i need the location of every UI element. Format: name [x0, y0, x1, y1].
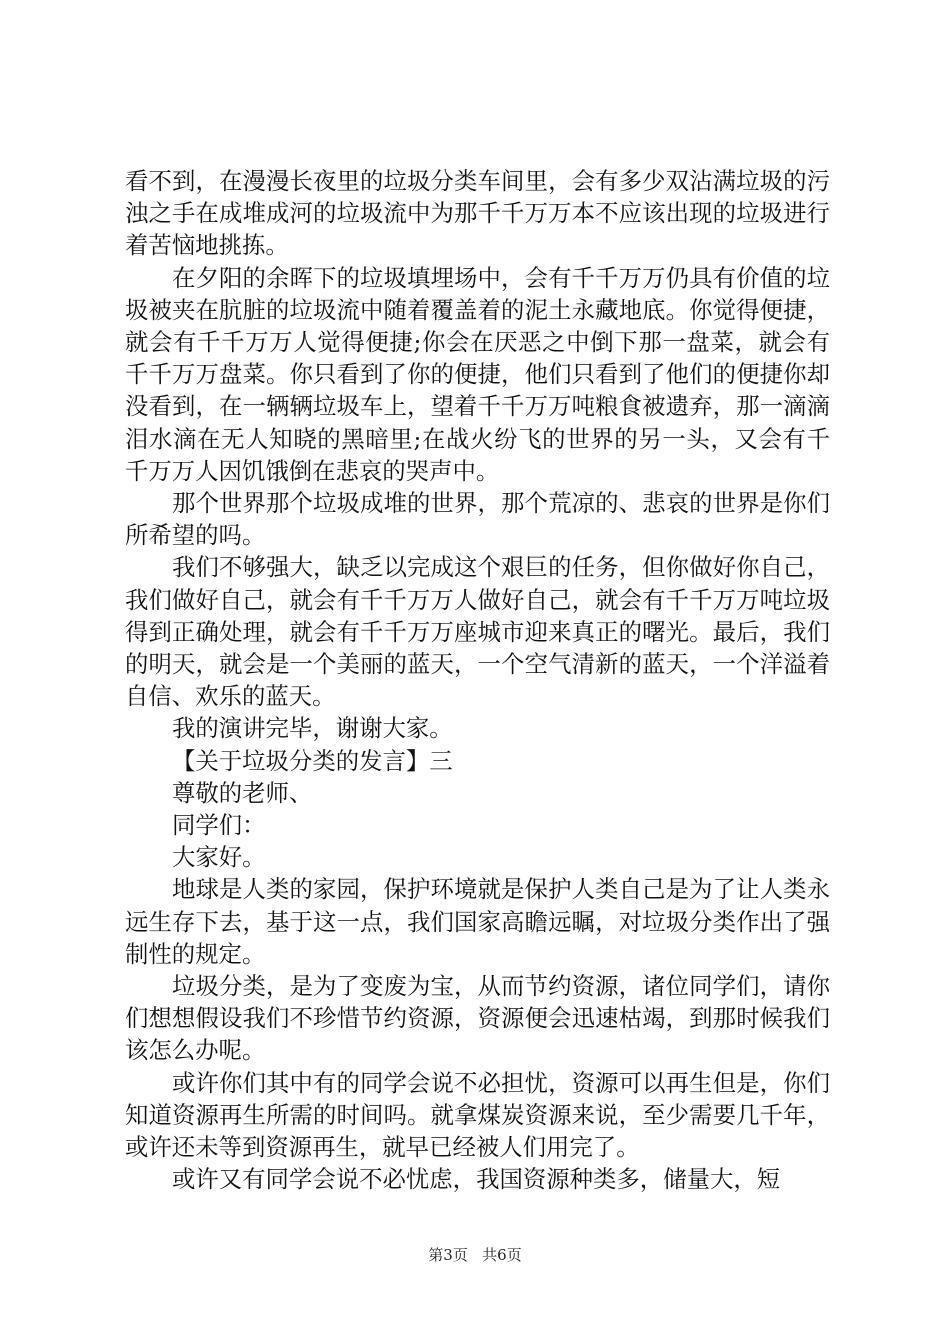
greeting: 大家好。 — [172, 843, 266, 872]
paragraph-8: 或许你们其中有的同学会说不必担忧，资源可以再生但是，你们知道资源再生所需的时间吗。就拿煤炭资源来说，至少需要几千年，或许还未等到资源再生，就早已经被人们用完了。 — [125, 1068, 830, 1162]
paragraph-1: 看不到，在漫漫长夜里的垃圾分类车间里，会有多少双沾满垃圾的污浊之手在成堆成河的垃圾流中为那千千万万本不应该出现的垃圾进行着苦恼地挑拣。 — [125, 167, 830, 260]
paragraph-2: 在夕阳的余晖下的垃圾填埋场中，会有千千万万仍具有价值的垃圾被夹在肮脏的垃圾流中随着覆盖着的泥土永藏地底。你觉得便捷，就会有千千万万人觉得便捷;你会在厌恶之中倒下那一盘菜，就会有千千万万盘菜。你只看到了你的便捷，他们只看到了他们的便捷你却没看到，在一辆辆垃圾车上，望着千千万万吨粮食被遗弃，那一滴滴泪水滴在无人知晓的黑暗里;在战火纷飞的世界的另一头，又会有千千万万人因饥饿倒在悲哀的哭声中。 — [125, 263, 830, 485]
document-body — [125, 165, 830, 1196]
section-heading: 【关于垃圾分类的发言】三 — [172, 746, 453, 775]
salutation-line-1: 尊敬的老师、 — [172, 778, 313, 807]
salutation-line-2: 同学们： — [172, 811, 266, 840]
paragraph-4: 我们不够强大，缺乏以完成这个艰巨的任务，但你做好你自己，我们做好自己，就会有千千万万人做好自己，就会有千千万万吨垃圾得到正确处理，就会有千千万万座城市迎来真正的曙光。最后，我们的明天，就会是一个美丽的蓝天，一个空气清新的蓝天，一个洋溢着自信、欢乐的蓝天。 — [125, 553, 830, 711]
paragraph-7: 垃圾分类，是为了变废为宝，从而节约资源，诸位同学们，请你们想想假设我们不珍惜节约资源，资源便会迅速枯竭，到那时候我们该怎么办呢。 — [125, 972, 830, 1065]
paragraph-3: 那个世界那个垃圾成堆的世界，那个荒凉的、悲哀的世界是你们所希望的吗。 — [125, 489, 830, 550]
page-total: 共6页 — [482, 1246, 522, 1264]
paragraph-9: 或许又有同学会说不必忧虑，我国资源种类多，储量大，短 — [172, 1165, 781, 1194]
page-number: 第3页 — [428, 1246, 468, 1264]
paragraph-6: 地球是人类的家园，保护环境就是保护人类自己是为了让人类永远生存下去，基于这一点，我们国家高瞻远瞩，对垃圾分类作出了强制性的规定。 — [125, 875, 830, 968]
page-footer — [0, 1245, 950, 1265]
paragraph-5: 我的演讲完毕，谢谢大家。 — [172, 714, 453, 743]
